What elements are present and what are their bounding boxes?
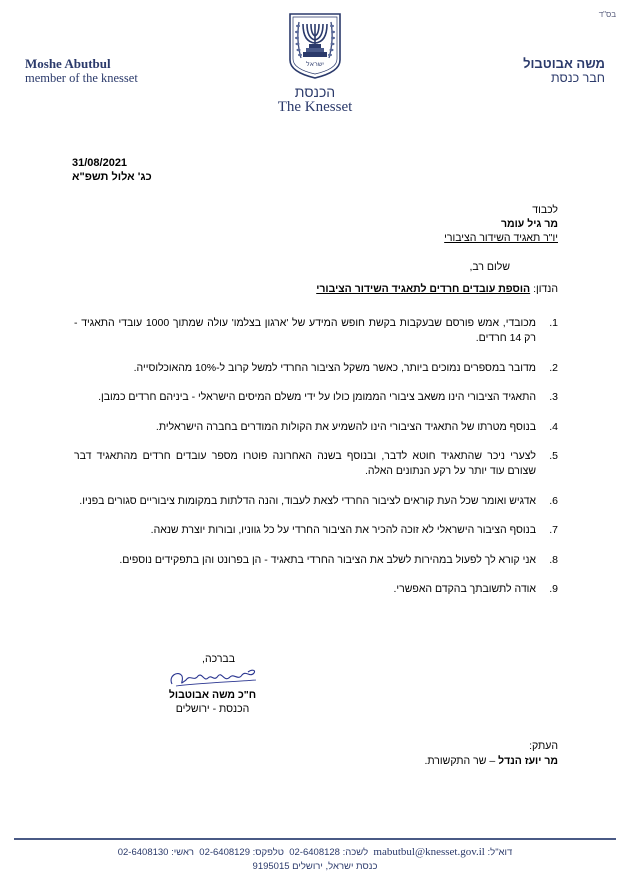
item-number: 2. bbox=[549, 361, 558, 374]
fax-number: 02-6408129 bbox=[199, 847, 250, 858]
item-number: 5. bbox=[549, 450, 558, 462]
cc-block bbox=[424, 739, 558, 769]
greeting: שלום רב, bbox=[469, 261, 510, 273]
head-phone: 02-6408130 bbox=[117, 847, 169, 858]
item-number: 8. bbox=[549, 553, 558, 566]
item-number: 3. bbox=[549, 391, 558, 403]
numbered-list bbox=[74, 316, 558, 612]
fax-label: טלפקס: bbox=[252, 847, 284, 858]
office-phone: 02-6408128 bbox=[289, 847, 340, 858]
item-text: בנוסף מטרתו של התאגיד הציבורי הינו להשמיע את הקולות המודרים בחברה הישראלית. bbox=[155, 420, 536, 433]
item-text: התאגיד הציבורי הינו משאב ציבורי הממומן כולו על ידי משלם המיסים הישראלי - ביניהם חרדים כמובן. bbox=[98, 391, 536, 403]
item-text: אני קורא לך לפעול במהירות לשלב את הציבור החרדי בתאגיד - הן בפרונט והן בתפקידים נוספים. bbox=[119, 553, 536, 566]
item-text: מכובדי, אמש פורסם שבעקבות בקשת חופש המידע של 'ארגון בצלמו' עולה שמתוך 1000 עובדי התאגיד - רק 14 חרדים. bbox=[74, 317, 536, 344]
item-text: בנוסף הציבור הישראלי לא זוכה להכיר את הציבור החרדי על כל גווניו, ובורות יוצרת שנאה. bbox=[150, 524, 536, 536]
handwritten-signature-icon bbox=[160, 666, 265, 688]
hebrew-name: משה אבוטבול bbox=[523, 56, 605, 71]
list-item bbox=[74, 523, 558, 538]
cc-recipient bbox=[424, 754, 558, 769]
item-text: אודה לתשובתך בהקדם האפשרי. bbox=[393, 583, 536, 595]
item-number: 7. bbox=[549, 524, 558, 536]
institution-hebrew: הכנסת bbox=[294, 84, 336, 100]
item-text: אדגיש ואומר שכל העת קוראים לציבור החרדי לצאת לעבוד, והנה הדלתות במקומות ציבוריים סגורים בפניו. bbox=[79, 494, 536, 507]
cc-label: העתק: bbox=[529, 740, 558, 752]
item-number: 4. bbox=[549, 420, 558, 433]
item-number: 9. bbox=[549, 583, 558, 595]
footer-address: כנסת ישראל, ירושלים 9195015 bbox=[252, 861, 378, 872]
head-label: ראשי: bbox=[171, 847, 194, 858]
item-text: לצערי ניכר שהתאגיד חוטא לדבר, ובנוסף בשנה האחרונה פוטרו מספר עובדים חרדים מהתאגיד דבר שצורם עוד יותר על רקע הנתונים האלה. bbox=[74, 450, 536, 477]
svg-text:ישראל: ישראל bbox=[306, 60, 324, 68]
item-text: מדובר במספרים נמוכים ביותר, כאשר משקל הציבור החרדי למשל קרוב ל-10% מהאוכלוסייה. bbox=[133, 361, 536, 374]
cc-role: – שר התקשורת. bbox=[424, 755, 499, 767]
list-item bbox=[74, 449, 558, 479]
list-item bbox=[74, 582, 558, 597]
hebrew-date: כג' אלול תשפ"א bbox=[72, 171, 152, 183]
subject-text: הוספת עובדים חרדים לתאגיד השידור הציבורי bbox=[316, 283, 531, 295]
list-item bbox=[74, 390, 558, 405]
institution-english: The Knesset bbox=[277, 99, 353, 115]
recipient-salutation: לכבוד bbox=[532, 204, 558, 216]
blessing-mark: בס"ד bbox=[598, 10, 616, 19]
recipient-title: יו"ר תאגיד השידור הציבורי bbox=[444, 232, 558, 244]
recipient-name: מר גיל עומר bbox=[500, 218, 558, 230]
subject-line bbox=[316, 283, 558, 295]
english-role: member of the knesset bbox=[25, 71, 138, 85]
knesset-emblem-icon bbox=[287, 12, 343, 80]
signature-closing: בברכה, bbox=[202, 653, 235, 665]
signatory-location: הכנסת - ירושלים bbox=[175, 703, 250, 715]
list-item bbox=[74, 420, 558, 435]
footer-contacts bbox=[0, 845, 630, 860]
hebrew-role: חבר כנסת bbox=[551, 71, 605, 85]
recipient-block bbox=[444, 203, 558, 245]
signature-block bbox=[160, 652, 265, 716]
english-letterhead bbox=[25, 56, 138, 86]
signatory-name: ח"כ משה אבוטבול bbox=[168, 689, 257, 701]
hebrew-letterhead bbox=[523, 56, 605, 86]
list-item bbox=[74, 494, 558, 509]
gregorian-date: 31/08/2021 bbox=[72, 157, 128, 169]
footer-divider bbox=[14, 838, 616, 840]
item-number: 6. bbox=[549, 494, 558, 507]
list-item bbox=[74, 316, 558, 346]
item-number: 1. bbox=[549, 317, 558, 329]
email-label: דוא"ל: bbox=[487, 847, 513, 858]
subject-label: הנדון: bbox=[533, 283, 558, 295]
office-label: לשכה: bbox=[342, 847, 369, 858]
english-name: Moshe Abutbul bbox=[25, 56, 111, 71]
footer bbox=[0, 845, 630, 874]
list-item bbox=[74, 361, 558, 376]
email-link[interactable]: mabutbul@knesset.gov.il bbox=[373, 846, 485, 858]
cc-name: מר יועז הנדל bbox=[498, 755, 558, 767]
list-item bbox=[74, 553, 558, 568]
